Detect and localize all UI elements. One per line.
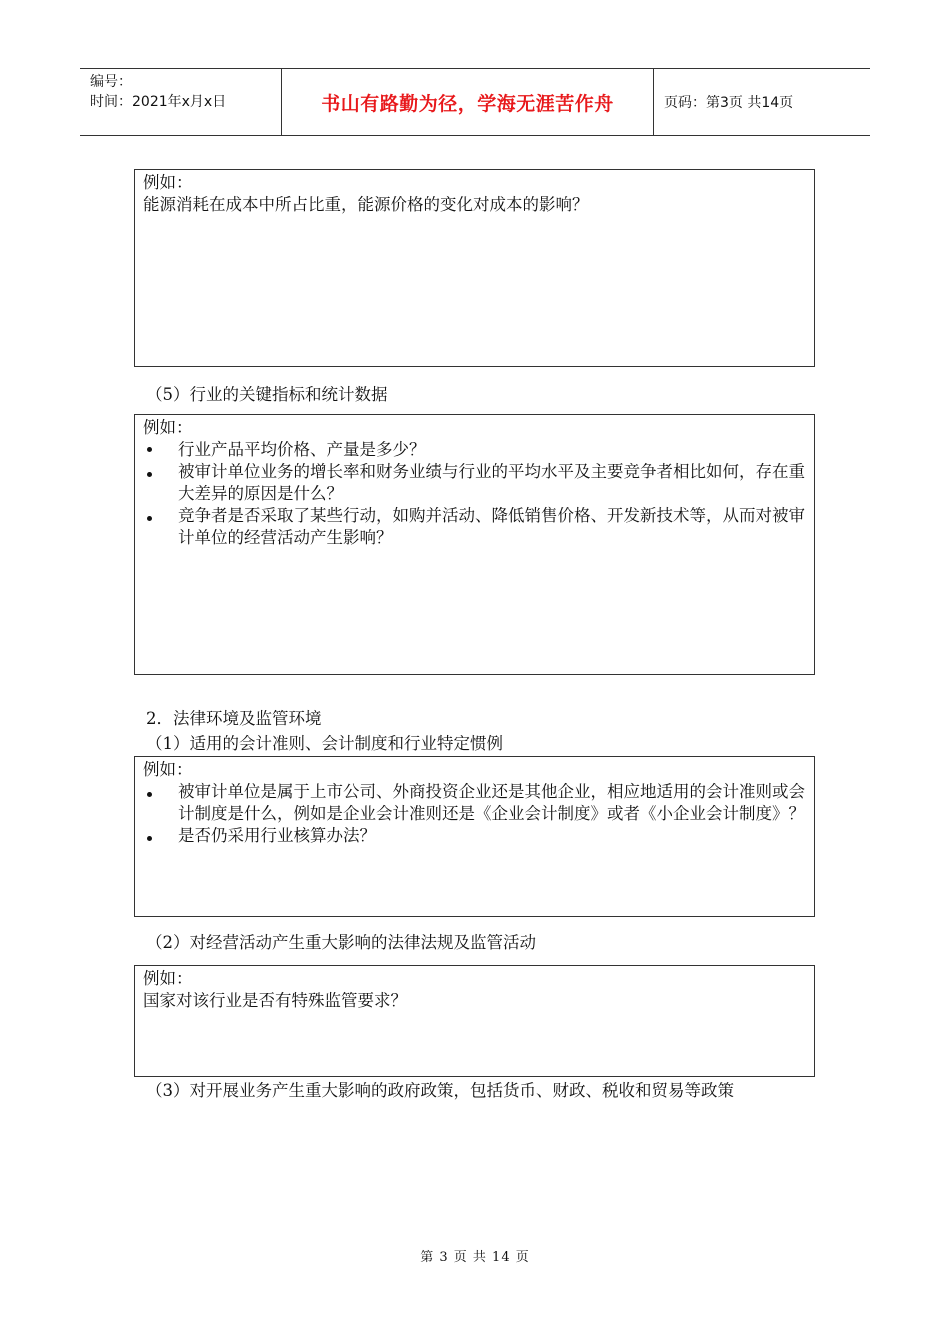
bullet-icon xyxy=(147,792,152,797)
list-item: 是否仍采用行业核算办法？ xyxy=(143,825,806,847)
example-box-indicators xyxy=(134,414,815,675)
example-box-energy xyxy=(134,169,815,367)
bullet-icon xyxy=(147,447,152,452)
header-page-cell xyxy=(654,69,870,135)
heading-laws-regulations: （2）对经营活动产生重大影响的法律法规及监管活动 xyxy=(146,933,536,952)
heading-accounting-standards: （1）适用的会计准则、会计制度和行业特定惯例 xyxy=(146,734,503,753)
header-meta-cell xyxy=(80,69,282,135)
heading-key-indicators: （5）行业的关键指标和统计数据 xyxy=(146,385,388,404)
box-title: 例如： xyxy=(143,969,193,988)
box-title: 例如： xyxy=(143,173,193,192)
heading-government-policy: （3）对开展业务产生重大影响的政府政策，包括货币、财政、税收和贸易等政策 xyxy=(146,1081,734,1100)
box-text: 国家对该行业是否有特殊监管要求？ xyxy=(143,991,407,1010)
box-text: 能源消耗在成本中所占比重，能源价格的变化对成本的影响？ xyxy=(143,195,589,214)
bullet-list xyxy=(143,781,806,847)
list-item: 行业产品平均价格、产量是多少？ xyxy=(143,439,806,461)
bullet-icon xyxy=(147,836,152,841)
bullet-list xyxy=(143,439,806,549)
header-motto-cell xyxy=(282,69,654,135)
list-item: 被审计单位业务的增长率和财务业绩与行业的平均水平及主要竞争者相比如何，存在重大差异的原因是什么？ xyxy=(143,461,806,505)
list-item: 被审计单位是属于上市公司、外商投资企业还是其他企业，相应地适用的会计准则或会计制度是什么，例如是企业会计准则还是《企业会计制度》或者《小企业会计制度》？ xyxy=(143,781,806,825)
list-item: 竞争者是否采取了某些行动，如购并活动、降低销售价格、开发新技术等，从而对被审计单位的经营活动产生影响？ xyxy=(143,505,806,549)
page-label: 页码：第3页 共14页 xyxy=(664,95,794,111)
motto: 书山有路勤为径，学海无涯苦作舟 xyxy=(321,92,614,115)
example-box-regulation xyxy=(134,965,815,1077)
page-header xyxy=(80,68,870,136)
bullet-icon xyxy=(147,472,152,477)
box-title: 例如： xyxy=(143,418,193,437)
time-label: 时间：2021年x月x日 xyxy=(90,94,227,110)
bullet-icon xyxy=(147,516,152,521)
number-label: 编号： xyxy=(90,74,132,90)
example-box-accounting xyxy=(134,756,815,917)
page-footer: 第 3 页 共 14 页 xyxy=(420,1250,530,1265)
box-title: 例如： xyxy=(143,760,193,779)
section-title-legal: 2．法律环境及监管环境 xyxy=(146,709,322,728)
